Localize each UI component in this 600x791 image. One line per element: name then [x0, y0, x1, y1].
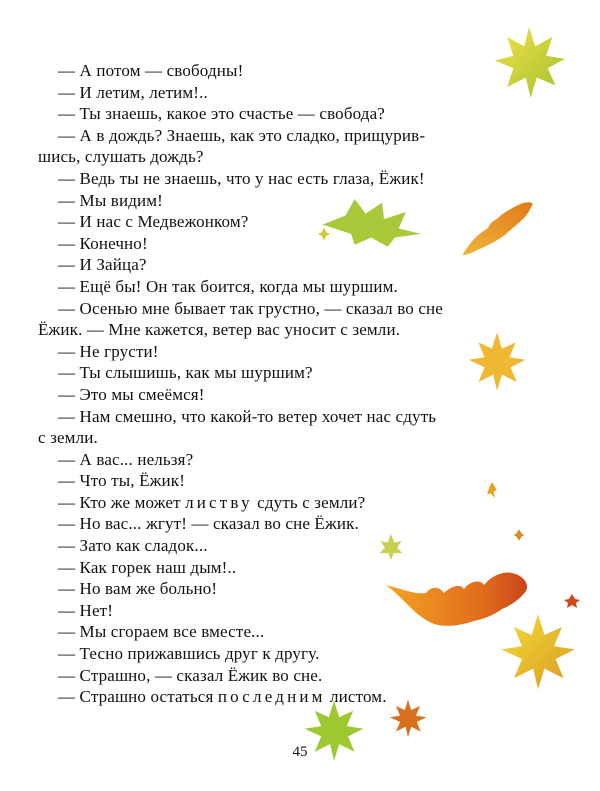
spaced-emphasis: листву — [185, 492, 253, 512]
text-line: — Как горек наш дым!.. — [58, 557, 237, 577]
text-line: — А в дождь? Знаешь, как это сладко, прищурив- — [58, 125, 426, 145]
text-line: — И летим, летим!.. — [58, 82, 208, 102]
text-segment: листом. — [330, 687, 387, 707]
text-line: — Тесно прижавшись друг к другу. — [58, 644, 320, 664]
text-line: шись, слушать дождь? — [38, 147, 204, 167]
text-line: — Не грусти! — [58, 341, 159, 361]
text-line: — Зато как сладок... — [58, 536, 208, 556]
text-segment: — Страшно остаться — [58, 687, 214, 707]
text-line: — Ты знаешь, какое это счастье — свобода? — [58, 104, 385, 124]
story-text — [38, 60, 548, 708]
text-line: — Но вам же больно! — [58, 579, 218, 599]
text-segment: — Кто же может — [58, 492, 181, 512]
text-line: — Конечно! — [58, 233, 148, 253]
spaced-emphasis: последним — [217, 687, 326, 707]
text-line: Ёжик. — Мне кажется, ветер вас уносит с земли. — [38, 320, 401, 340]
text-line: — Ещё бы! Он так боится, когда мы шуршим. — [58, 276, 398, 296]
text-line: — Страшно, — сказал Ёжик во сне. — [58, 665, 323, 685]
text-line: — Ведь ты не знаешь, что у нас есть глаза, Ёжик! — [58, 168, 425, 188]
text-segment: сдуть с земли? — [257, 492, 366, 512]
text-line: — Мы видим! — [58, 190, 163, 210]
text-line: — Ты слышишь, как мы шуршим? — [58, 363, 313, 383]
text-line: — Мы сгораем все вместе... — [58, 622, 265, 642]
text-line: — Что ты, Ёжик! — [58, 471, 186, 491]
text-line: — Осенью мне бывает так грустно, — сказал во сне — [58, 298, 443, 318]
text-line: — И нас с Медвежонком? — [58, 212, 249, 232]
text-line: — А потом — свободны! — [58, 61, 244, 80]
text-line: — Нет! — [58, 600, 114, 620]
text-line — [38, 686, 548, 708]
text-line: — Нам смешно, что какой-то ветер хочет нас сдуть — [58, 406, 437, 426]
text-line: с земли. — [38, 428, 98, 448]
text-line: — И Зайца? — [58, 255, 147, 275]
text-line: — А вас... нельзя? — [58, 449, 194, 469]
text-line: — Но вас... жгут! — сказал во сне Ёжик. — [58, 514, 359, 534]
text-line — [38, 492, 548, 514]
page-number: 45 — [292, 744, 308, 760]
text-line: — Это мы смеёмся! — [58, 384, 205, 404]
